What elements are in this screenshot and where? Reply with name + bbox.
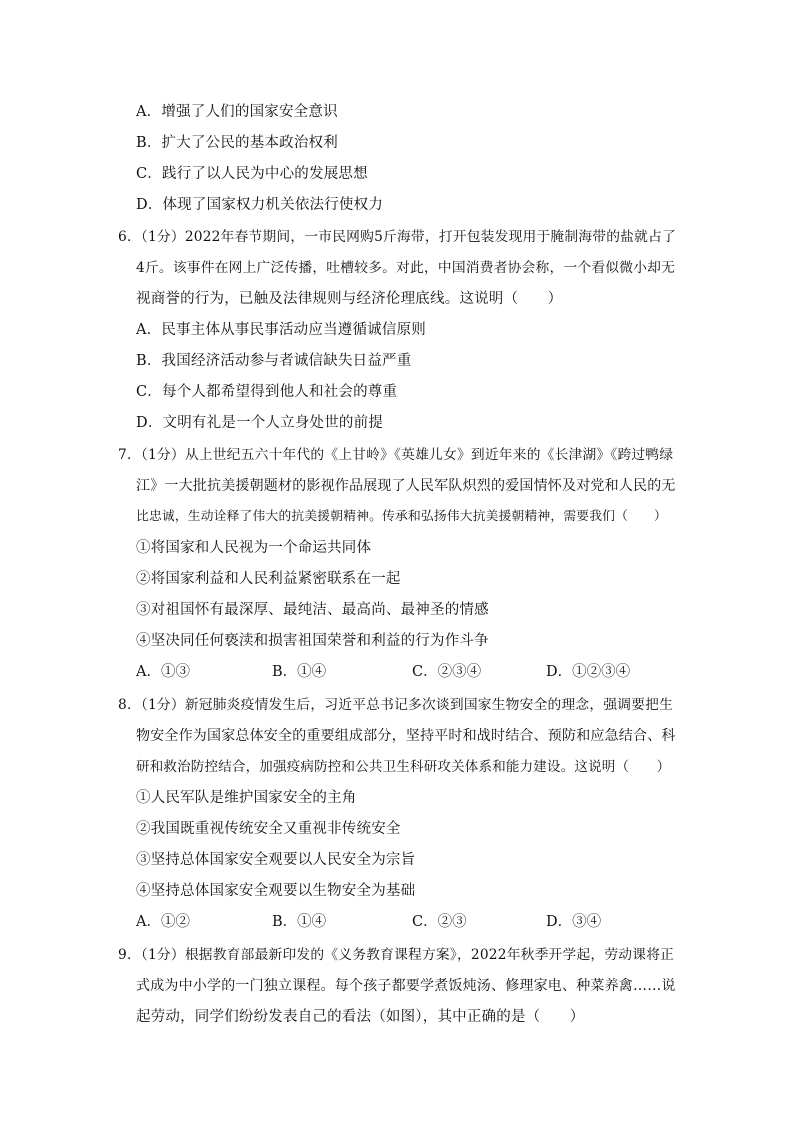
q8-choice-d: D．③④ <box>546 914 602 930</box>
q8-item-2: ②我国既重视传统安全又重视非传统安全 <box>136 821 401 837</box>
q7-choices <box>136 662 696 682</box>
q6-option-d: D．文明有礼是一个人立身处世的前提 <box>136 415 384 431</box>
q7-choice-c: C．②③④ <box>412 664 482 680</box>
q9-stem-line-1: 9．（1分）根据教育部最新印发的《义务教育课程方案》，2022年秋季开学起，劳动课将正 <box>118 947 675 963</box>
q7-stem-line-2: 江》一大批抗美援朝题材的影视作品展现了人民军队炽烈的爱国情怀及对党和人民的无 <box>136 478 676 494</box>
q6-option-b: B．我国经济活动参与者诚信缺失日益严重 <box>136 353 412 369</box>
q9-stem-line-3: 起劳动，同学们纷纷发表自己的看法（如图），其中正确的是（ ） <box>136 1009 585 1025</box>
q8-choices <box>136 912 696 932</box>
q7-choice-d: D．①②③④ <box>546 664 631 680</box>
q9-stem-line-2: 式成为中小学的一门独立课程。每个孩子都要学煮饭炖汤、修理家电、种菜养禽……说 <box>136 978 676 994</box>
q6-stem-line-3: 视商誉的行为，已触及法律规则与经济伦理底线。这说明（ ） <box>136 291 563 307</box>
q8-choice-a: A．①② <box>136 914 190 930</box>
q8-stem-line-1: 8．（1分）新冠肺炎疫情发生后，习近平总书记多次谈到国家生物安全的理念，强调要把生 <box>118 697 674 713</box>
q6-option-c: C．每个人都希望得到他人和社会的尊重 <box>136 384 398 400</box>
q8-choice-b: B．①④ <box>272 914 327 930</box>
q8-choice-c: C．②③ <box>412 914 467 930</box>
q7-choice-a: A．①③ <box>136 664 190 680</box>
q7-stem-line-3: 比忠诚，生动诠释了伟大的抗美援朝精神。传承和弘扬伟大抗美援朝精神，需要我们（ ） <box>136 509 667 524</box>
q8-stem-line-2: 物安全作为国家总体安全的重要组成部分，坚持平时和战时结合、预防和应急结合、科 <box>136 728 676 744</box>
q6-stem-line-1: 6．（1分）2022年春节期间，一市民网购5斤海带，打开包装发现用于腌制海带的盐就占了 <box>118 229 676 245</box>
q5-option-d: D．体现了国家权力机关依法行使权力 <box>136 197 384 213</box>
q6-option-a: A．民事主体从事民事活动应当遵循诚信原则 <box>136 322 426 338</box>
q6-stem-line-2: 4斤。该事件在网上广泛传播，吐槽较多。对此，中国消费者协会称，一个看似微小却无 <box>136 260 676 276</box>
q7-stem-line-1: 7．（1分）从上世纪五六十年代的《上甘岭》《英雄儿女》到近年来的《长津湖》《跨过鸭绿 <box>118 447 674 463</box>
q7-choice-b: B．①④ <box>272 664 327 680</box>
q5-option-b: B．扩大了公民的基本政治权利 <box>136 135 338 151</box>
q7-item-3: ③对祖国怀有最深厚、最纯洁、最高尚、最神圣的情感 <box>136 602 489 618</box>
q5-option-c: C．践行了以人民为中心的发展思想 <box>136 166 368 182</box>
q8-item-3: ③坚持总体国家安全观要以人民安全为宗旨 <box>136 852 416 868</box>
q7-item-2: ②将国家利益和人民利益紧密联系在一起 <box>136 571 401 587</box>
q7-item-4: ④坚决同任何亵渎和损害祖国荣誉和利益的行为作斗争 <box>136 633 489 649</box>
q5-option-a: A．增强了人们的国家安全意识 <box>136 104 338 120</box>
q7-item-1: ①将国家和人民视为一个命运共同体 <box>136 540 372 556</box>
q8-stem-line-3: 研和救治防控结合，加强疫病防控和公共卫生科研攻关体系和能力建设。这说明（ ） <box>136 759 671 775</box>
q8-item-1: ①人民军队是维护国家安全的主角 <box>136 790 357 806</box>
q8-item-4: ④坚持总体国家安全观要以生物安全为基础 <box>136 883 416 899</box>
